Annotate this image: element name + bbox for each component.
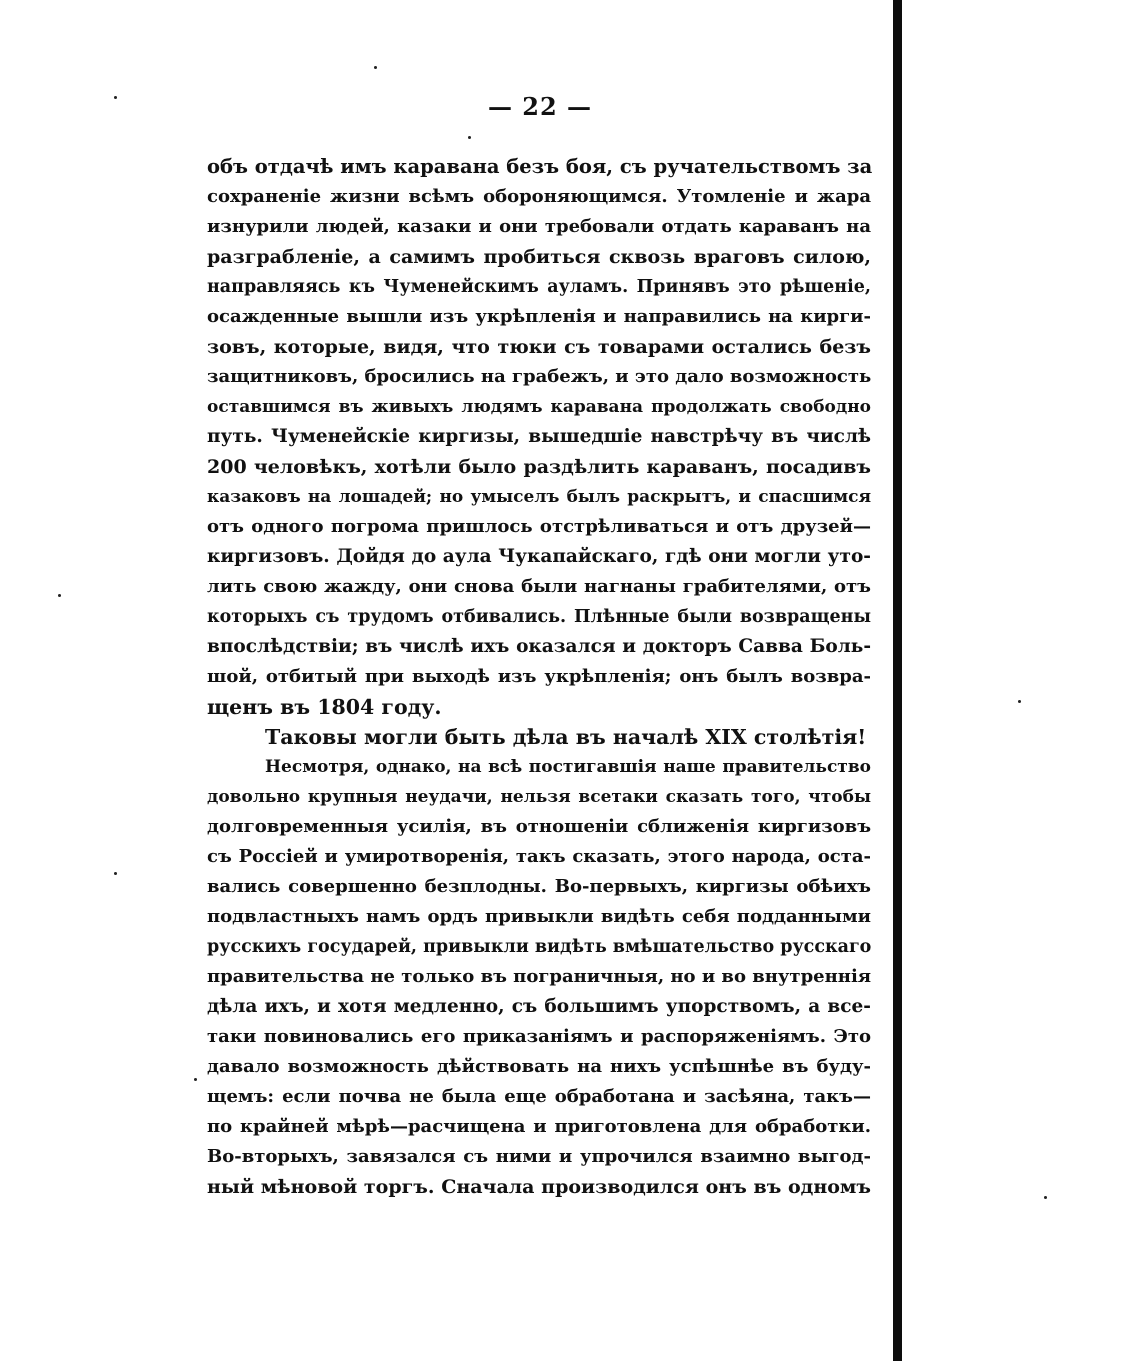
text-line: которыхъ съ трудомъ отбивались. Плѣнные были возвращены: [207, 607, 871, 627]
text-line: правительства не только въ пограничныя, но и во внутреннія: [207, 966, 872, 987]
text-line: шой, отбитый при выходѣ изъ укрѣпленія; онъ былъ возвра-: [207, 666, 871, 687]
text-line: оставшимся въ живыхъ людямъ каравана продолжать свободно: [207, 397, 871, 417]
text-line: осажденные вышли изъ укрѣпленія и направились на кирги-: [207, 306, 871, 327]
text-line: подвластныхъ намъ ордъ привыкли видѣть себя подданными: [207, 906, 871, 927]
scan-speck: [114, 872, 117, 875]
body-text: [207, 152, 871, 1202]
text-line: отъ одного погрома пришлось отстрѣливаться и отъ друзей—: [207, 516, 871, 537]
text-line: русскихъ государей, привыкли видѣть вмѣшательство русскаго: [207, 937, 872, 957]
text-line: путь. Чуменейскіе киргизы, вышедшіе навстрѣчу въ числѣ: [207, 426, 871, 447]
text-line: впослѣдствіи; въ числѣ ихъ оказался и докторъ Савва Боль-: [207, 636, 871, 657]
text-line: Во-вторыхъ, завязался съ ними и упрочился взаимно выгод-: [207, 1146, 871, 1167]
page-edge-shadow: [893, 0, 902, 1361]
text-line: дѣла ихъ, и хотя медленно, съ большимъ упорствомъ, а все-: [207, 996, 871, 1017]
text-line: довольно крупныя неудачи, нельзя всетаки сказать того, чтобы: [207, 787, 871, 807]
text-line: долговременныя усилія, въ отношеніи сближенія киргизовъ: [207, 816, 871, 837]
text-line: щемъ: если почва не была еще обработана и засѣяна, такъ—: [207, 1086, 871, 1107]
text-line: сохраненіе жизни всѣмъ обороняющимся. Утомленіе и жара: [207, 186, 871, 207]
scan-speck: [1044, 1196, 1047, 1199]
scan-speck: [374, 66, 377, 69]
text-line: щенъ въ 1804 году.: [207, 695, 442, 719]
text-line: зовъ, которые, видя, что тюки съ товарами остались безъ: [207, 336, 871, 358]
text-line: киргизовъ. Дойдя до аула Чукапайскаго, гдѣ они могли уто-: [207, 546, 871, 567]
text-line: направляясь къ Чуменейскимъ ауламъ. Принявъ это рѣшеніе,: [207, 277, 871, 297]
text-line: казаковъ на лошадей; но умыселъ былъ раскрытъ, и спасшимся: [207, 487, 871, 507]
text-line: Таковы могли быть дѣла въ началѣ XIX столѣтія!: [265, 725, 867, 749]
text-line: съ Россіей и умиротворенія, такъ сказать, этого народа, оста-: [207, 846, 871, 867]
text-line: объ отдачѣ имъ каравана безъ боя, съ ручательствомъ за: [207, 155, 873, 178]
text-line: вались совершенно безплодны. Во-первыхъ, киргизы обѣихъ: [207, 876, 871, 897]
scan-speck: [468, 136, 471, 139]
text-line: лить свою жажду, они снова были нагнаны грабителями, отъ: [207, 576, 871, 597]
scan-speck: [194, 1078, 197, 1081]
text-line: 200 человѣкъ, хотѣли было раздѣлить караванъ, посадивъ: [207, 456, 871, 478]
text-line: изнурили людей, казаки и они требовали отдать караванъ на: [207, 216, 871, 237]
scan-speck: [1018, 700, 1021, 703]
page-number: — 22 —: [487, 92, 593, 121]
scan-speck: [58, 594, 61, 597]
text-line: таки повиновались его приказаніямъ и распоряженіямъ. Это: [207, 1026, 871, 1047]
text-line: давало возможность дѣйствовать на нихъ успѣшнѣе въ буду-: [207, 1056, 871, 1077]
text-line: Несмотря, однако, на всѣ постигавшія наше правительство: [265, 757, 871, 777]
text-line: по крайней мѣрѣ—расчищена и приготовлена для обработки.: [207, 1116, 871, 1137]
text-line: ный мѣновой торгъ. Сначала производился онъ въ одномъ: [207, 1176, 871, 1198]
text-line: защитниковъ, бросились на грабежъ, и это дало возможность: [207, 366, 872, 387]
text-line: разграбленіе, а самимъ пробиться сквозь враговъ силою,: [207, 246, 871, 268]
